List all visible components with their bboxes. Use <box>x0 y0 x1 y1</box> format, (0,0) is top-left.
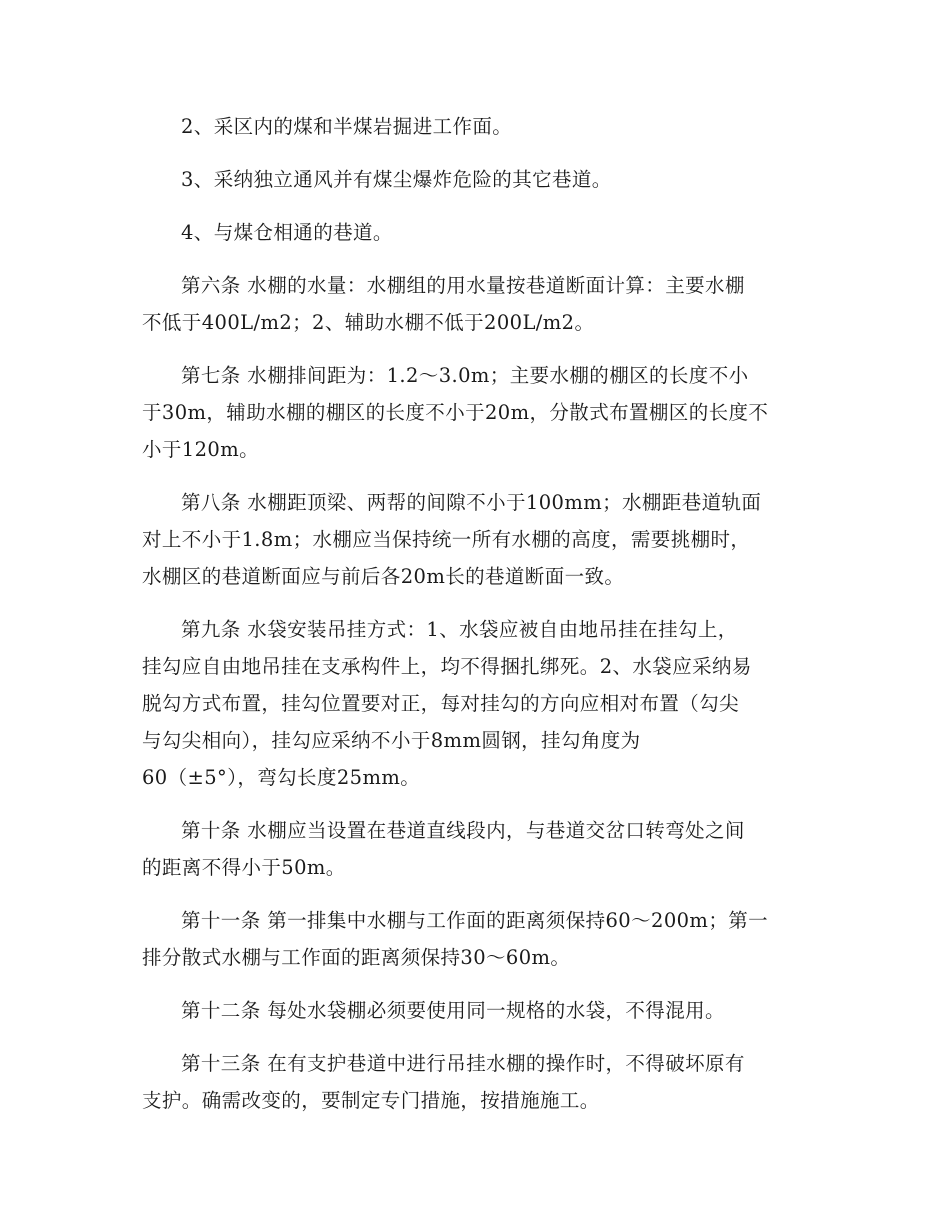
document-body <box>142 108 810 1135</box>
text-line: 第七条 水棚排间距为：1.2～3.0m；主要水棚的棚区的长度不小 <box>181 364 749 387</box>
paragraph-article-9 <box>142 611 810 796</box>
paragraph-article-13 <box>142 1045 810 1119</box>
paragraph-item-3 <box>142 161 810 198</box>
text-line: 水棚区的巷道断面应与前后各20m长的巷道断面一致。 <box>142 565 625 588</box>
text-line: 与勾尖相向），挂勾应采纳不小于8mm圆钢，挂勾角度为 <box>142 729 641 752</box>
text-line: 小于120m。 <box>142 438 260 461</box>
text-line: 4、与煤仓相通的巷道。 <box>181 221 393 244</box>
text-line: 不低于400L/m2；2、辅助水棚不低于200L/m2。 <box>142 311 595 334</box>
text-line: 2、采区内的煤和半煤岩掘进工作面。 <box>181 115 513 138</box>
text-line: 第八条 水棚距顶梁、两帮的间隙不小于100mm；水棚距巷道轨面 <box>181 491 762 514</box>
text-line: 第十条 水棚应当设置在巷道直线段内，与巷道交岔口转弯处之间 <box>181 819 745 842</box>
text-line: 3、采纳独立通风并有煤尘爆炸危险的其它巷道。 <box>181 168 612 191</box>
text-line: 60（±5°），弯勾长度25mm。 <box>142 766 421 789</box>
paragraph-article-10 <box>142 812 810 886</box>
paragraph-article-8 <box>142 484 810 595</box>
text-line: 第十一条 第一排集中水棚与工作面的距离须保持60～200m；第一 <box>181 909 769 932</box>
paragraph-article-6 <box>142 267 810 341</box>
paragraph-article-12 <box>142 992 810 1029</box>
text-line: 脱勾方式布置，挂勾位置要对正，每对挂勾的方向应相对布置（勾尖 <box>142 692 740 715</box>
paragraph-item-2 <box>142 108 810 145</box>
text-line: 第十三条 在有支护巷道中进行吊挂水棚的操作时，不得破坏原有 <box>181 1052 745 1075</box>
paragraph-article-7 <box>142 357 810 468</box>
text-line: 支护。确需改变的，要制定专门措施，按措施施工。 <box>142 1089 600 1112</box>
text-line: 第十二条 每处水袋棚必须要使用同一规格的水袋，不得混用。 <box>181 999 725 1022</box>
text-line: 于30m，辅助水棚的棚区的长度不小于20m，分散式布置棚区的长度不 <box>142 401 769 424</box>
paragraph-item-4 <box>142 214 810 251</box>
paragraph-article-11 <box>142 902 810 976</box>
text-line: 挂勾应自由地吊挂在支承构件上，均不得捆扎绑死。2、水袋应采纳易 <box>142 655 752 678</box>
text-line: 排分散式水棚与工作面的距离须保持30～60m。 <box>142 946 571 969</box>
text-line: 第九条 水袋安装吊挂方式：1、水袋应被自由地吊挂在挂勾上， <box>181 618 738 641</box>
text-line: 对上不小于1.8m；水棚应当保持统一所有水棚的高度，需要挑棚时， <box>142 528 751 551</box>
text-line: 第六条 水棚的水量：水棚组的用水量按巷道断面计算：主要水棚 <box>181 274 745 297</box>
text-line: 的距离不得小于50m。 <box>142 856 346 879</box>
